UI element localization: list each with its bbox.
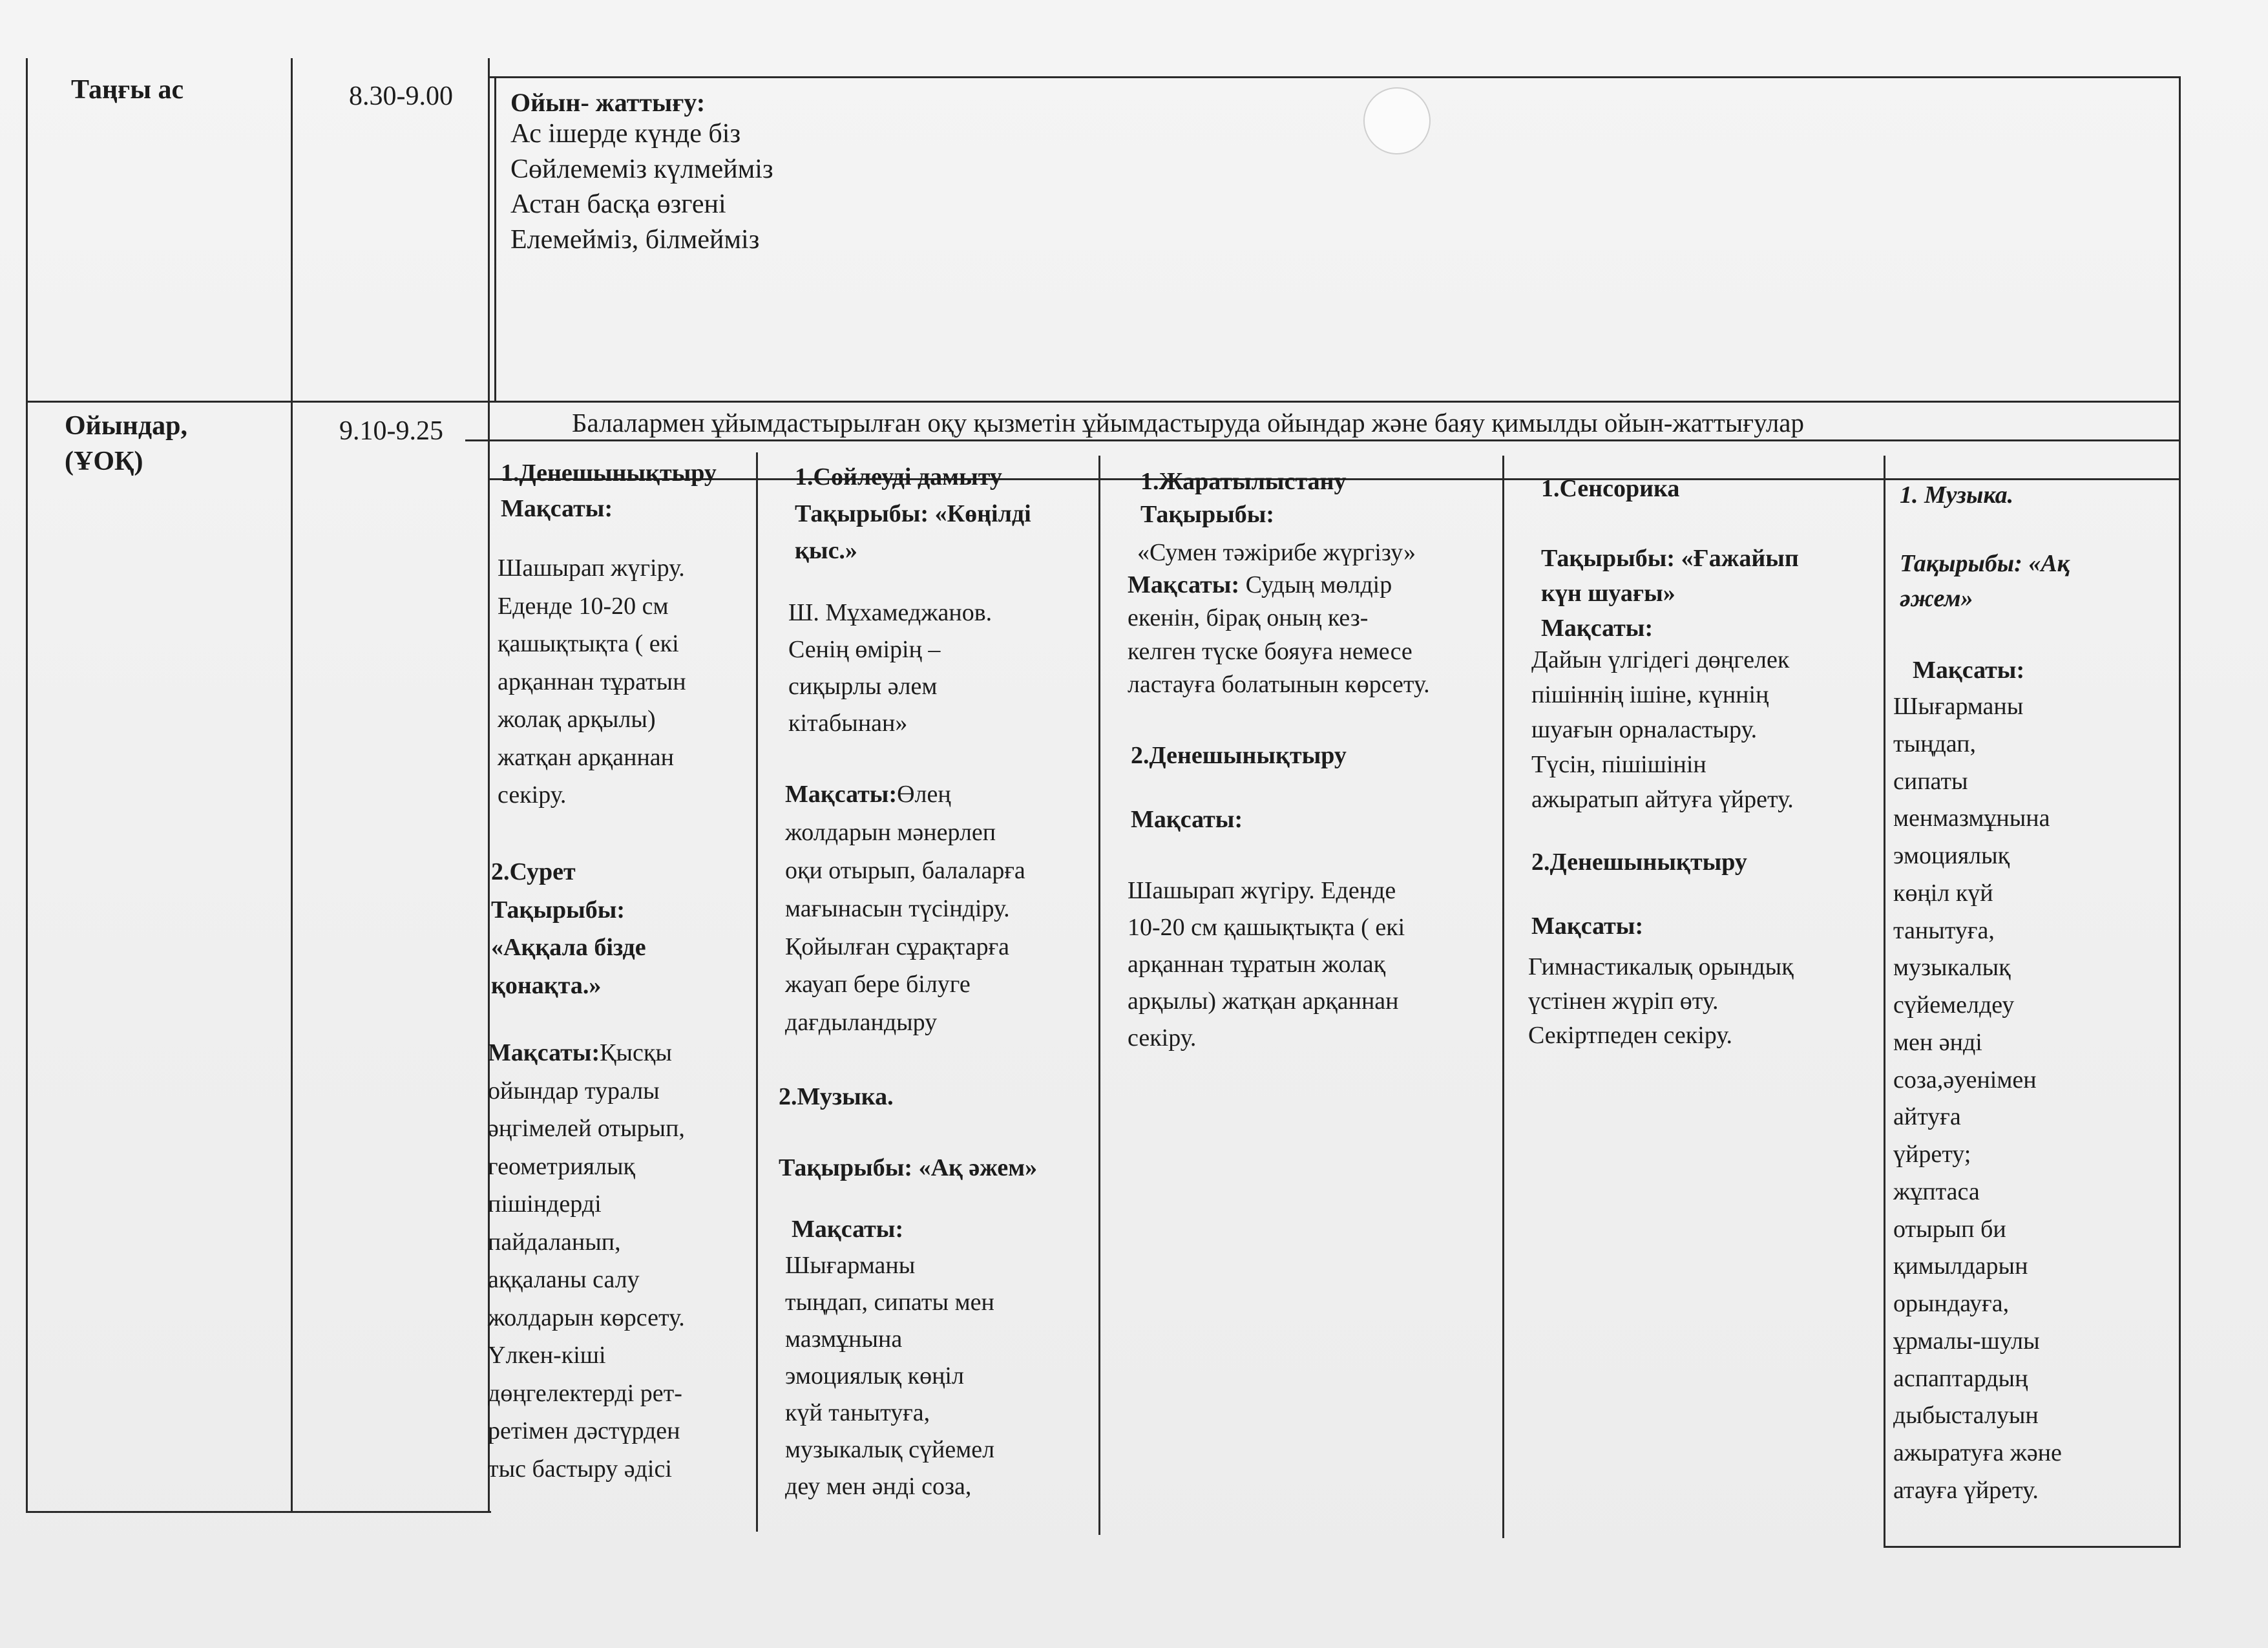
col4-pe-goal: Гимнастикалық орындық үстінен жүріп өту. Секіртпеден секіру. — [1528, 953, 1794, 1050]
breakfast-poem: Ас ішерде күнде біз Сөйлемеміз күлмейміз Астан басқа өзгені Елемейміз, білмейміз — [510, 119, 773, 255]
col2-speech-goal-text: Өлең жолдарын мәнерлеп оқи отырып, балаларға мағынасын түсіндіру. Қойылған сұрақтарға жауап бере білуге дағдыландыру — [785, 781, 1025, 1037]
col1-art-goal — [488, 1034, 685, 1488]
col4-pe-heading: 2.Денешынықтыру Мақсаты: — [1531, 849, 1747, 940]
breakfast-title: Ойын- жаттығу: — [510, 88, 706, 117]
table-right-border — [2179, 76, 2181, 1547]
table-left-border — [26, 58, 28, 1512]
row-label-breakfast: Таңғы ас — [71, 75, 184, 105]
col2-speech-source: Ш. Мұхамеджанов. Сенің өмірің – сиқырлы әлем кітабынан» — [788, 599, 992, 737]
col2-speech-goal — [785, 776, 1025, 1042]
col1-pe-heading: 1.Денешынықтыру Мақсаты: — [501, 460, 717, 523]
breakfast-box-top — [488, 76, 2181, 78]
col-divider-2 — [1098, 456, 1100, 1535]
breakfast-box-inner-left — [494, 76, 496, 403]
table-bottom-line — [26, 1511, 491, 1513]
label-column-divider — [291, 58, 293, 1512]
col3-pe-heading: 2.Денешынықтыру Мақсаты: — [1131, 742, 1347, 833]
col1-art-heading: 2.Сурет Тақырыбы: «Аққала бізде қонақта.» — [491, 858, 646, 999]
activities-banner: Балалармен ұйымдастырылған оқу қызметін ұйымдастыруда ойындар және баяу қимылды ойын-жаттығулар — [572, 408, 1804, 438]
col2-speech-goal-label: Мақсаты: — [785, 781, 898, 808]
col-divider-3 — [1502, 456, 1504, 1538]
col2-music-goal: Шығарманы тыңдап, сипаты мен мазмұнына эмоциялық көңіл күй танытуға, музыкалық сүйемел деу мен әнді соза, — [785, 1252, 995, 1500]
col3-nature-goal-label: Мақсаты: — [1128, 571, 1240, 598]
col3-nature-heading: 1.Жаратылыстану Тақырыбы: — [1140, 468, 1347, 529]
col1-art-goal-text: Қысқы ойындар туралы әңгімелей отырып, геометриялық пішіндерді пайдаланып, аққаланы салу жолдарын көрсету. Үлкен-кіші дөңгелектерді рет- ретімен дәстүрден тыс бастыру әдісі — [488, 1039, 685, 1483]
col4-sensory-heading: 1.Сенсорика Тақырыбы: «Ғажайып күн шуағы» Мақсаты: — [1541, 475, 1799, 642]
row-time-breakfast: 8.30-9.00 — [349, 81, 453, 111]
col5-music-goal: Шығарманы тыңдап, сипаты менмазмұнына эмоциялық көңіл күй танытуға, музыкалық сүйемелдеу мен әнді соза,әуенімен айтуға үйрету; жұптаса отырып би қимылдарын орындауға, ұрмалы-шулы аспаптардың дыбысталуын ажыратуға және атауға үйрету. — [1893, 693, 2062, 1504]
col4-sensory-goal: Дайын үлгідегі дөңгелек пішіннің ішіне, күннің шуағын орналастыру. Түсін, пішішінін ажыратып айтуға үйрету. — [1531, 646, 1794, 813]
col1-art-goal-label: Мақсаты: — [488, 1039, 600, 1066]
row-divider — [26, 401, 2181, 403]
col5-music-heading: 1. Музыка. Тақырыбы: «Ақ әжем» — [1900, 481, 2070, 612]
col1-pe-goal: Шашырап жүгіру. Еденде 10-20 см қашықтықта ( екі арқаннан тұратын жолақ арқылы) жатқан арқаннан секіру. — [498, 555, 686, 809]
punch-hole — [1363, 87, 1431, 154]
col3-nature-goal-text: Судың мөлдір екенін, бірақ оның кез- келген түске бояуға немесе ластауға болатынын көрсету. — [1128, 571, 1430, 698]
col-divider-1 — [756, 452, 758, 1532]
table-bottom-line-right — [1884, 1546, 2181, 1548]
col3-pe-goal: Шашырап жүгіру. Еденде 10-20 см қашықтықта ( екі арқаннан тұратын жолақ арқылы) жатқан арқаннан секіру. — [1128, 877, 1405, 1051]
row-time-games: 9.10-9.25 — [339, 416, 443, 446]
col3-nature-topic: «Сумен тәжірибе жүргізу» — [1137, 539, 1416, 566]
col-divider-4 — [1884, 456, 1885, 1548]
col5-music-goal-label: Мақсаты: — [1913, 657, 2025, 684]
col2-speech-heading: 1.Сөйлеуді дамыту Тақырыбы: «Көңілді қыс.» — [795, 463, 1031, 564]
banner-bottom-line — [465, 439, 2181, 441]
row-label-games: Ойындар, (ҰОҚ) — [65, 411, 187, 476]
col2-music-goal-label: Мақсаты: — [792, 1216, 904, 1243]
col3-nature-goal — [1128, 569, 1430, 701]
col2-music-heading: 2.Музыка. Тақырыбы: «Ақ әжем» — [779, 1083, 1038, 1182]
